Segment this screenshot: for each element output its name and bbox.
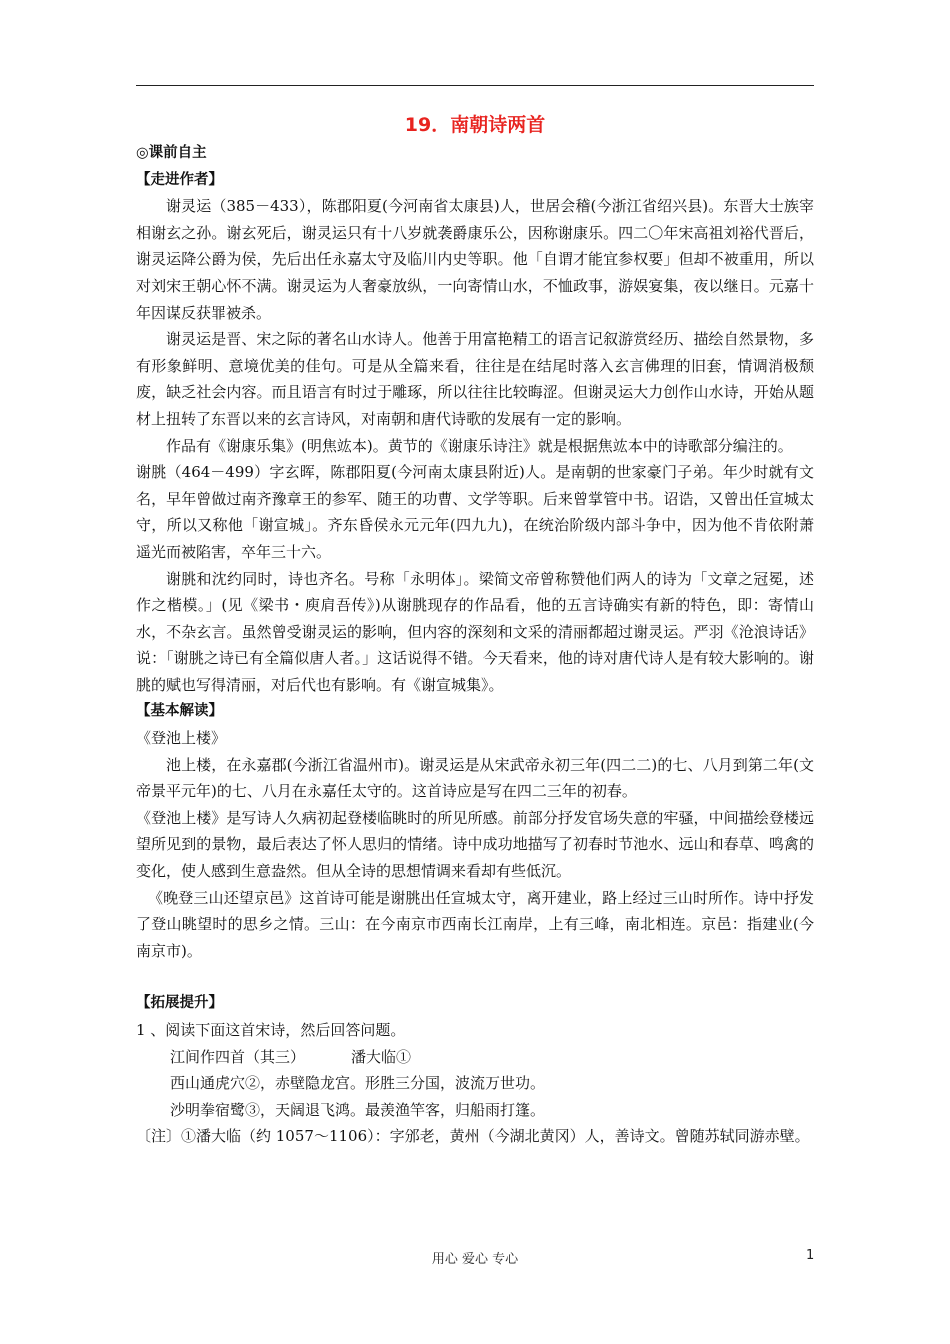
question-1: 1 、阅读下面这首宋诗，然后回答问题。 [136, 1021, 406, 1039]
basic-paragraph-2: 《登池上楼》是写诗人久病初起登楼临眺时的所见所感。前部分抒发官场失意的牢骚，中间描绘登楼远望所见到的景物，最后表达了怀人思归的情绪。诗中成功地描写了初春时节池水、远山和春草、鸣禽的变化，使人感到生意盎然。但从全诗的思想情调来看却有些低沉。 [136, 808, 814, 881]
footer-motto: 用心 爱心 专心 [431, 1252, 519, 1267]
author-paragraph-2: 谢灵运是晋、宋之际的著名山水诗人。他善于用富艳精工的语言记叙游赏经历、描绘自然景物，多有形象鲜明、意境优美的佳句。可是从全篇来看，往往是在结尾时落入玄言佛理的旧套，情调消极颓废，缺乏社会内容。而且语言有时过于雕琢，所以往往比较晦涩。但谢灵运大力创作山水诗，开始从题材上扭转了东晋以来的玄言诗风，对南朝和唐代诗歌的发展有一定的影响。 [136, 330, 814, 428]
poem2-line-2: 沙明拳宿鹭③，天阔退飞鸿。最羡渔竿客，归船雨打篷。 [170, 1100, 546, 1119]
basic-paragraph-3: 《晚登三山还望京邑》这首诗可能是谢朓出任宣城太守，离开建业，路上经过三山时所作。诗中抒发了登山眺望时的思乡之情。三山：在今南京市西南长江南岸，上有三峰，南北相连。京邑：指建业(今南京市)。 [136, 888, 814, 960]
spacer [136, 964, 814, 990]
document-body [136, 112, 814, 1150]
header-rule [136, 85, 814, 86]
author-heading: 【走进作者】 [136, 171, 223, 188]
poem2-note: 〔注〕①潘大临（约 1057～1106）：字邠老，黄州（今湖北黄冈）人，善诗文。曾随苏轼同游赤壁。 [136, 1127, 810, 1146]
author-paragraph-4: 谢朓（464－499）字玄晖，陈郡阳夏(今河南太康县附近)人。是南朝的世家豪门子弟。年少时就有文名，早年曾做过南齐豫章王的参军、随王的功曹、文学等职。后来曾掌管中书。诏诰，又曾出任宣城太守，所以又称他「谢宣城」。齐东昏侯永元元年(四九九)，在统治阶级内部斗争中，因为他不肯依附萧遥光而被陷害，卒年三十六。 [136, 463, 814, 561]
poem2-line-1: 西山通虎穴②，赤壁隐龙宫。形胜三分国，波流万世功。 [170, 1074, 546, 1093]
basic-paragraph-1: 池上楼，在永嘉郡(今浙江省温州市)。谢灵运是从宋武帝永初三年(四二二)的七、八月到第二年(文帝景平元年)的七、八月在永嘉任太守的。这首诗应是写在四二三年的初春。 [136, 755, 814, 801]
page-title: 19．南朝诗两首 [404, 114, 546, 136]
section-preview-heading: ◎课前自主 [136, 145, 207, 161]
author-paragraph-1: 谢灵运（385－433），陈郡阳夏(今河南省太康县)人，世居会稽(今浙江省绍兴县)。东晋大士族宰相谢玄之孙。谢玄死后，谢灵运只有十八岁就袭爵康乐公，因称谢康乐。四二〇年宋高祖刘裕代晋后，谢灵运降公爵为侯，先后出任永嘉太守及临川内史等职。他「自谓才能宜参权要」但却不被重用，所以对刘宋王朝心怀不满。谢灵运为人奢豪放纵，一向寄情山水，不恤政事，游娱宴集，夜以继日。元嘉十年因谋反获罪被杀。 [136, 197, 814, 322]
poem2-title: 江间作四首（其三） [170, 1047, 306, 1066]
extend-heading: 【拓展提升】 [136, 995, 223, 1012]
poem2-author: 潘大临① [351, 1047, 412, 1066]
basic-reading-heading: 【基本解读】 [136, 703, 223, 720]
poem2-header [136, 1044, 814, 1071]
author-paragraph-3: 作品有《谢康乐集》(明焦竑本)。黄节的《谢康乐诗注》就是根据焦竑本中的诗歌部分编注的。 [166, 436, 793, 455]
author-paragraph-5: 谢朓和沈约同时，诗也齐名。号称「永明体」。梁简文帝曾称赞他们两人的诗为「文章之冠冕，述作之楷模。」(见《梁书・庾肩吾传》)从谢朓现存的作品看，他的五言诗确实有新的特色，即：寄情山水，不杂玄言。虽然曾受谢灵运的影响，但内容的深刻和文采的清丽都超过谢灵运。严羽《沧浪诗话》说：「谢朓之诗已有全篇似唐人者。」这话说得不错。今天看来，他的诗对唐代诗人是有较大影响的。谢朓的赋也写得清丽，对后代也有影响。有《谢宣城集》。 [136, 569, 814, 694]
page-number: 1 [806, 1248, 815, 1263]
poem1-title: 《登池上楼》 [136, 729, 227, 748]
